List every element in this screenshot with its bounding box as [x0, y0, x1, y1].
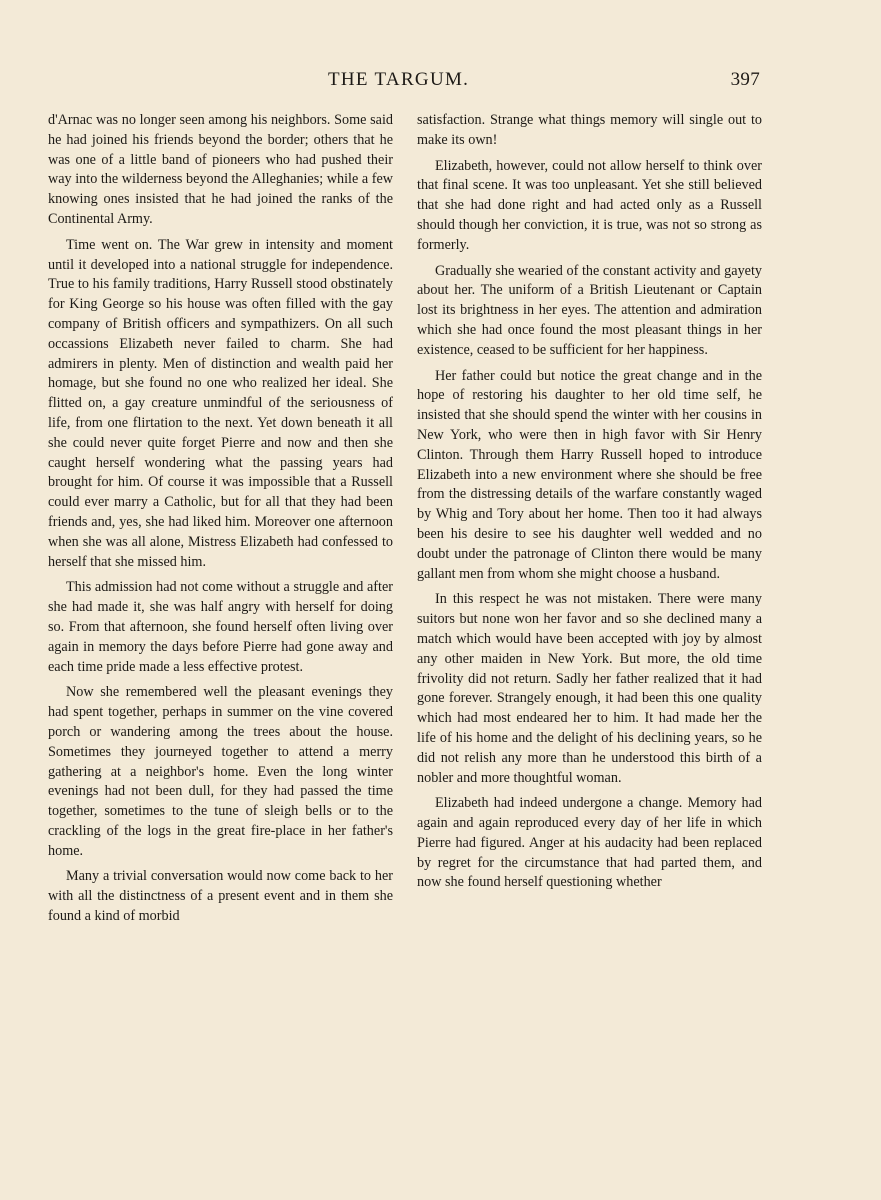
page-header: [48, 69, 760, 97]
paragraph: Gradually she wearied of the constant activity and gayety about her. The uniform of a British Lieutenant or Captain lost its brightness in her eyes. The attention and admiration which she had once found the most pleasant things in her existence, ceased to be sufficient for her happiness.: [417, 262, 762, 358]
right-column: [417, 111, 762, 899]
paragraph: Elizabeth, however, could not allow herself to think over that final scene. It was too unpleasant. Yet she still believed that she had done right and had acted only as a Russell should though her conviction, it is true, was not so strong as formerly.: [417, 157, 762, 253]
left-column: [48, 111, 393, 933]
paragraph: In this respect he was not mistaken. There were many suitors but none won her favor and so she declined many a match which would have been accepted with joy by almost any other maiden in New York. But more, the old time frivolity did not return. Sadly her father realized that it had gone forever. Strangely enough, it had been this one quality which had most endeared her to him. It had made her the life of his home and the delight of his declining years, so he did not relish any more than he understood this birth of a nobler and more thoughtful woman.: [417, 591, 762, 786]
paragraph: Now she remembered well the pleasant evenings they had spent together, perhaps in summer on the vine covered porch or wandering among the trees about the house. Sometimes they journeyed together to attend a merry gathering at a neighbor's home. Even the long winter evenings had not been dull, for they had passed the time together, sometimes to the tune of sleigh bells or to the crackling of the logs in the great fire-place in her father's home.: [48, 684, 393, 859]
page-number: 397: [730, 69, 760, 90]
paragraph: Her father could but notice the great change and in the hope of restoring his daughter to her old time self, he insisted that she should spend the winter with her cousins in New York, who were then in high favor with Sir Henry Clinton. Through them Harry Russell hoped to introduce Elizabeth into a new environment where she should be free from the distressing details of the warfare constantly waged by Whig and Tory about her home. Then too it had always been his desire to see his daughter well wedded and no doubt under the patronage of Clinton there would be many gallant men from whom she might choose a husband.: [417, 367, 762, 582]
paragraph: Elizabeth had indeed undergone a change. Memory had again and again reproduced every day of her life in which Pierre had figured. Anger at his audacity had been replaced by regret for the circumstance that had parted them, and now she found herself questioning whether: [417, 795, 762, 891]
paragraph: satisfaction. Strange what things memory will single out to make its own!: [417, 112, 762, 148]
paragraph: d'Arnac was no longer seen among his neighbors. Some said he had joined his friends beyond the border; others that he was one of a little band of pioneers who had pushed their way into the wilderness beyond the Alleghanies; while a few knowing ones insisted that he had joined the ranks of the Continental Army.: [48, 112, 393, 227]
paragraph: Time went on. The War grew in intensity and moment until it developed into a national struggle for independence. True to his family traditions, Harry Russell stood obstinately for King George so his house was often filled with the gay company of British officers and sympathizers. On all such occassions Elizabeth never failed to charm. She had admirers in plenty. Men of distinction and wealth paid her homage, but she found no one who realized her ideal. She flitted on, a gay creature unmindful of the seriousness of life, from one flirtation to the next. Yet down beneath it all she could never quite forget Pierre and now and then she caught herself wondering what the passing years had brought for him. Of course it was impossible that a Russell could ever marry a Catholic, but for all that they had been friends and, yes, she had liked him. Moreover one afternoon when she was all alone, Mistress Elizabeth had confessed to herself that she missed him.: [48, 236, 393, 570]
paragraph: This admission had not come without a struggle and after she had made it, she was half angry with herself for doing so. From that afternoon, she found herself often living over again in memory the days before Pierre had gone away and each time pride made a less effective protest.: [48, 579, 393, 675]
running-head: THE TARGUM.: [328, 69, 470, 90]
paragraph: Many a trivial conversation would now come back to her with all the distinctness of a present event and in them she found a kind of morbid: [48, 868, 393, 925]
